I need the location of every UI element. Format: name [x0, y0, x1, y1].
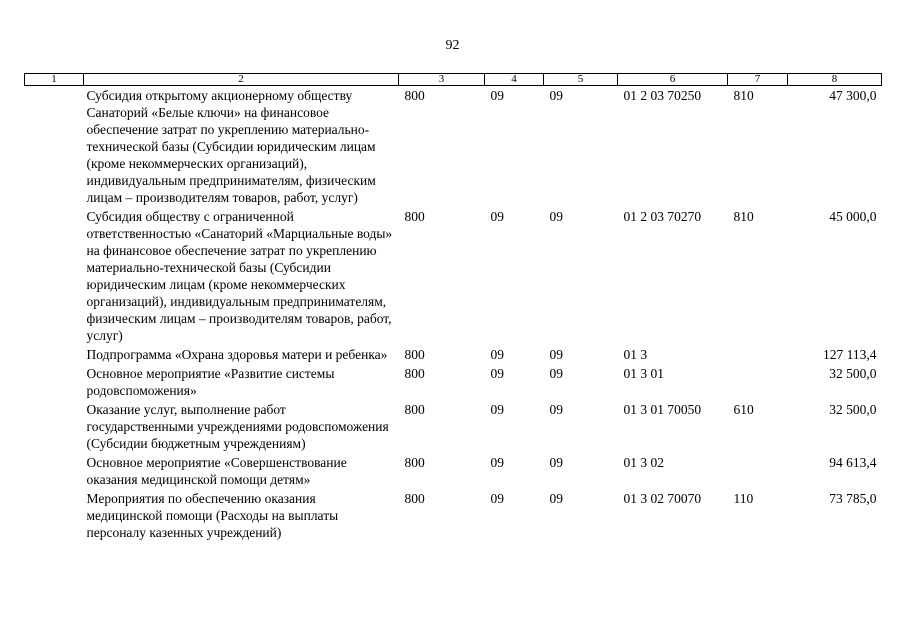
target-code-cell: 01 3 02 70070 [623, 491, 702, 506]
amount-cell: 73 785,0 [829, 491, 877, 506]
ministry-code-cell: 800 [404, 366, 425, 381]
subsection-code-cell: 09 [549, 402, 563, 417]
row-number-cell [25, 207, 84, 345]
section-code-cell: 09 [490, 209, 504, 224]
row-number-cell [25, 400, 84, 453]
section-code-cell: 09 [490, 402, 504, 417]
row-number-cell [25, 345, 84, 364]
subsection-code-cell: 09 [549, 347, 563, 362]
target-code-cell: 01 2 03 70250 [623, 88, 702, 103]
table-row [25, 86, 882, 208]
table-row [25, 345, 882, 364]
column-header-6: 6 [618, 74, 728, 86]
table-row [25, 453, 882, 489]
amount-cell: 127 113,4 [823, 347, 877, 362]
item-name-cell: Субсидия открытому акционерному обществу Санаторий «Белые ключи» на финансовое обеспечение затрат по укреплению материально-технической базы (Субсидии юридическим лицам (кроме некоммерческих организаций), индивидуальным предпринимателям, физическим лицам – производителям товаров, работ, услуг) [86, 88, 376, 205]
ministry-code-cell: 800 [404, 402, 425, 417]
ministry-code-cell: 800 [404, 491, 425, 506]
column-header-2: 2 [84, 74, 399, 86]
expense-type-cell: 610 [733, 402, 754, 417]
row-number-cell [25, 364, 84, 400]
section-code-cell: 09 [490, 88, 504, 103]
subsection-code-cell: 09 [549, 455, 563, 470]
table-row [25, 364, 882, 400]
target-code-cell: 01 3 02 [623, 455, 664, 470]
target-code-cell: 01 3 01 [623, 366, 664, 381]
column-header-1: 1 [25, 74, 84, 86]
amount-cell: 32 500,0 [829, 402, 877, 417]
section-code-cell: 09 [490, 491, 504, 506]
expense-type-cell: 810 [733, 209, 754, 224]
target-code-cell: 01 3 01 70050 [623, 402, 702, 417]
expense-type-cell [728, 364, 788, 400]
ministry-code-cell: 800 [404, 455, 425, 470]
subsection-code-cell: 09 [549, 209, 563, 224]
target-code-cell: 01 3 [623, 347, 648, 362]
item-name-cell: Субсидия обществу с ограниченной ответственностью «Санаторий «Марциальные воды» на финансовое обеспечение затрат по укреплению материально-технической базы (Субсидии юридическим лицам (кроме некоммерческих организаций), индивидуальным предпринимателям, физическим лицам – производителям товаров, работ, услуг) [86, 209, 393, 343]
subsection-code-cell: 09 [549, 366, 563, 381]
row-number-cell [25, 453, 84, 489]
section-code-cell: 09 [490, 366, 504, 381]
section-code-cell: 09 [490, 347, 504, 362]
subsection-code-cell: 09 [549, 491, 563, 506]
row-number-cell [25, 489, 84, 542]
amount-cell: 32 500,0 [829, 366, 877, 381]
page-number: 92 [445, 38, 460, 53]
item-name-cell: Основное мероприятие «Совершенствование оказания медицинской помощи детям» [86, 455, 347, 487]
table-row [25, 400, 882, 453]
item-name-cell: Оказание услуг, выполнение работ государственными учреждениями родовспоможения (Субсидии бюджетным учреждениям) [86, 402, 389, 451]
expense-type-cell [728, 453, 788, 489]
target-code-cell: 01 2 03 70270 [623, 209, 702, 224]
section-code-cell: 09 [490, 455, 504, 470]
amount-cell: 45 000,0 [829, 209, 877, 224]
expense-type-cell [728, 345, 788, 364]
expense-type-cell: 110 [733, 491, 754, 506]
amount-cell: 94 613,4 [829, 455, 877, 470]
item-name-cell: Основное мероприятие «Развитие системы родовспоможения» [86, 366, 335, 398]
table-row [25, 207, 882, 345]
ministry-code-cell: 800 [404, 88, 425, 103]
column-header-4: 4 [485, 74, 544, 86]
subsection-code-cell: 09 [549, 88, 563, 103]
column-header-5: 5 [544, 74, 618, 86]
ministry-code-cell: 800 [404, 209, 425, 224]
column-header-8: 8 [788, 74, 882, 86]
column-header-3: 3 [399, 74, 485, 86]
item-name-cell: Подпрограмма «Охрана здоровья матери и ребенка» [86, 347, 388, 362]
table-body [25, 86, 882, 543]
column-number-header-row [25, 74, 882, 86]
column-header-7: 7 [728, 74, 788, 86]
budget-table [24, 73, 882, 542]
expense-type-cell: 810 [733, 88, 754, 103]
table-row [25, 489, 882, 542]
row-number-cell [25, 86, 84, 208]
item-name-cell: Мероприятия по обеспечению оказания медицинской помощи (Расходы на выплаты персоналу казенных учреждений) [86, 491, 339, 540]
amount-cell: 47 300,0 [829, 88, 877, 103]
ministry-code-cell: 800 [404, 347, 425, 362]
